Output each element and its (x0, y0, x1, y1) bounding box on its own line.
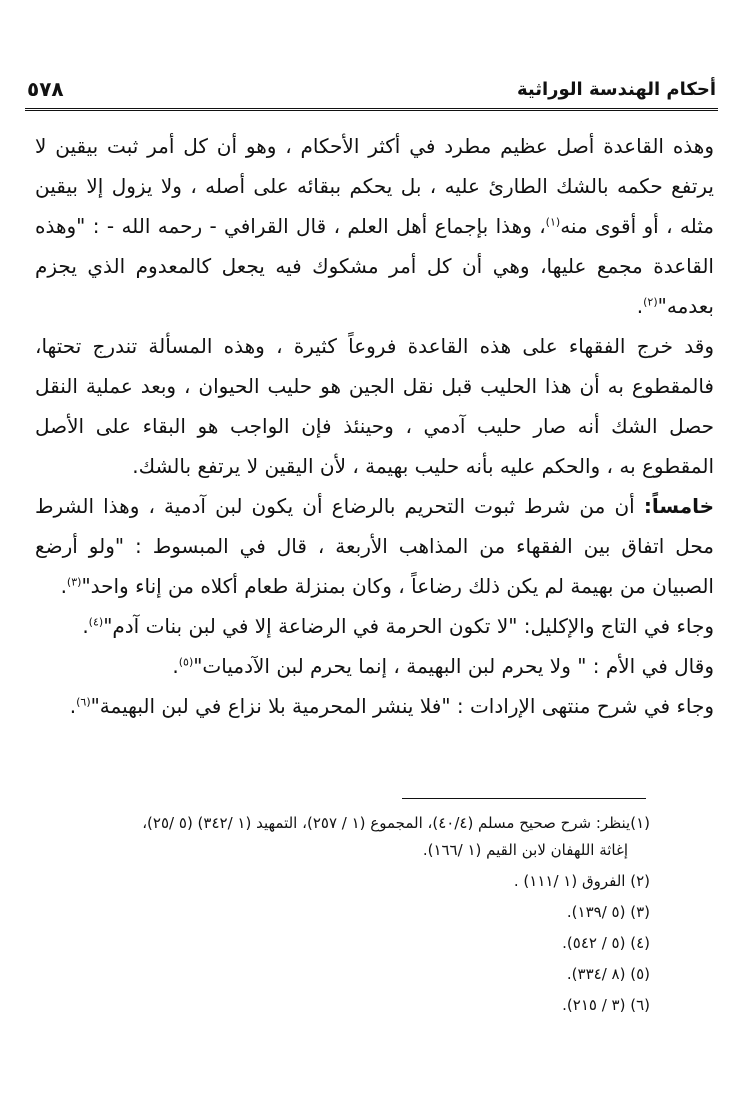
paragraph-text: وقد خرج الفقهاء على هذه القاعدة فروعاً كثيرة ، وهذه المسألة تندرج تحتها، فالمقطوع به أن هذا الحليب قبل نقل الجين هو حليب الحيوان ، وبعد عملية النقل حصل الشك أنه صار حليب آدمي ، وحينئذ فإن الواجب هو البقاء على الأصل المقطوع به ، والحكم عليه بأنه حليب بهيمة ، لأن اليقين لا يرتفع بالشك. (35, 334, 714, 478)
paragraph-text: . (82, 614, 89, 638)
paragraph (35, 126, 714, 326)
footnote-ref: (٣) (66, 575, 82, 589)
paragraph-text: ، وهذا بإجماع أهل العلم ، قال القرافي - رحمه الله - : "وهذه القاعدة مجمع عليها، وهي أن كل أمر مشكوك فيه يجعل كالمعدوم الذي يجزم بعدمه" (35, 214, 714, 318)
footnote (40, 992, 650, 1019)
paragraph (35, 326, 714, 486)
paragraph-text: وهذه القاعدة أصل عظيم مطرد في أكثر الأحكام ، وهو أن كل أمر ثبت بيقين لا يرتفع حكمه بالشك الطارئ عليه ، بل يحكم ببقائه على أصله ، ولا يزول إلا بيقين مثله ، أو أقوى منه (35, 134, 714, 238)
footnote (40, 810, 650, 864)
paragraph (35, 646, 714, 686)
footnote-line: إغاثة اللهفان لابن القيم (١ /١٦٦). (422, 841, 628, 859)
paragraph-text: أن من شرط ثبوت التحريم بالرضاع أن يكون لبن آدمية ، وهذا الشرط محل اتفاق بين الفقهاء من المذاهب الأربعة ، قال في المبسوط : "ولو أرضع الصبيان من بهيمة لم يكن ذلك رضاعاً ، وكان بمنزلة طعام أكلاه من إناء واحد" (35, 494, 714, 598)
paragraph-text: وقال في الأم : " ولا يحرم لبن البهيمة ، إنما يحرم لبن الآدميات" (193, 654, 714, 678)
paragraph (35, 606, 714, 646)
footnote (40, 868, 650, 895)
page-number: ٥٧٨ (27, 77, 64, 101)
paragraph-text: . (172, 654, 179, 678)
footnote-line: (٤) (٥ / ٥٤٢). (562, 934, 650, 952)
footnotes (40, 810, 650, 1023)
paragraph-text: . (636, 294, 644, 318)
footnote (40, 930, 650, 957)
body-text (35, 126, 714, 726)
footnote-ref: (٥) (178, 655, 194, 669)
paragraph-text: . (69, 694, 77, 718)
footnote (40, 961, 650, 988)
footnote-ref: (٢) (643, 295, 658, 309)
point-label: خامساً: (643, 494, 714, 518)
footnote-ref: (١) (545, 215, 561, 229)
footnote-ref: (٤) (88, 615, 104, 629)
paragraph-text: وجاء في التاج والإكليل: "لا تكون الحرمة في الرضاعة إلا في لبن بنات آدم" (103, 614, 714, 638)
paragraph-text: . (60, 574, 67, 598)
footnote-line: (١)ينظر: شرح صحيح مسلم (٤٠/٤)، المجموع (١ / ٢٥٧)، التمهيد (١ /٣٤٢) (٥ /٢٥)، (142, 814, 650, 832)
header-rule (25, 108, 718, 111)
footnote-line: (٥) (٨ /٣٣٤). (566, 965, 650, 983)
footnote-line: (٢) الفروق (١ /١١١) . (513, 872, 650, 890)
footnote-line: (٦) (٣ / ٢١٥). (562, 996, 650, 1014)
page-header (27, 74, 716, 104)
paragraph (35, 486, 714, 606)
footnote-ref: (٦) (76, 695, 91, 709)
footnote-rule (402, 798, 646, 799)
paragraph (35, 686, 714, 726)
footnote-line: (٣) (٥ /١٣٩). (566, 903, 650, 921)
footnote (40, 899, 650, 926)
running-title: أحكام الهندسة الوراثية (516, 78, 716, 100)
paragraph-text: وجاء في شرح منتهى الإرادات : "فلا ينشر المحرمية بلا نزاع في لبن البهيمة" (90, 694, 714, 718)
